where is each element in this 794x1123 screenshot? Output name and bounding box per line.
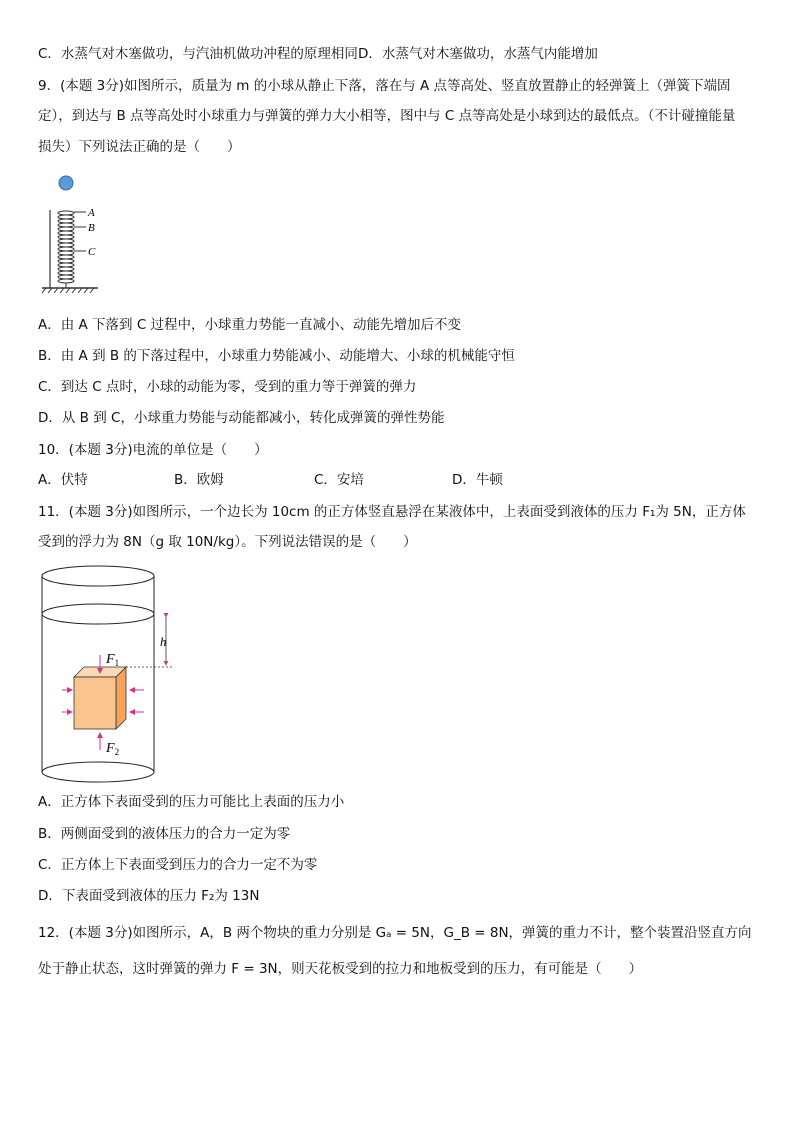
- q10-option-a: A．伏特: [38, 472, 88, 488]
- q11-option-d: D．下表面受到液体的压力 F₂为 13N: [38, 888, 260, 904]
- q8-option-c-d: [38, 44, 598, 64]
- q11-cylinder-figure: [38, 562, 178, 787]
- label-h: h: [160, 634, 167, 649]
- label-c: C: [88, 246, 96, 258]
- q9-stem-line3: 损失）下列说法正确的是（ ）: [38, 139, 241, 155]
- label-f1: $F_1$: [106, 652, 120, 668]
- q8-option-c: C．水蒸气对木塞做功，与汽油机做功冲程的原理相同: [38, 46, 358, 62]
- cube-front: [74, 677, 116, 729]
- q9-spring-figure: [38, 170, 118, 300]
- q9-option-b: B．由 A 到 B 的下落过程中，小球重力势能减小、动能增大、小球的机械能守恒: [38, 348, 515, 364]
- q9-stem-line2: 定），到达与 B 点等高处时小球重力与弹簧的弹力大小相等，图中与 C 点等高处是小球到达的最低点。（不计碰撞能量: [38, 108, 736, 124]
- q11-stem-line1: 11．(本题 3分)如图所示，一个边长为 10cm 的正方体竖直悬浮在某液体中，上表面受到液体的压力 F₁为 5N，正方体: [38, 504, 746, 520]
- q9-option-c: C．到达 C 点时，小球的动能为零，受到的重力等于弹簧的弹力: [38, 379, 417, 395]
- q11-stem-line2: 受到的浮力为 8N（g 取 10N/kg）。下列说法错误的是（ ）: [38, 534, 417, 550]
- ball: [59, 176, 73, 190]
- q10-option-b: B．欧姆: [174, 472, 224, 488]
- q8-option-d: D．水蒸气对木塞做功，水蒸气内能增加: [357, 46, 598, 62]
- label-b: B: [88, 222, 95, 234]
- cube-side: [116, 667, 126, 729]
- q10-option-d: D．牛顿: [452, 472, 503, 488]
- spring: [58, 211, 74, 288]
- q11-option-a: A．正方体下表面受到的压力可能比上表面的压力小: [38, 794, 345, 810]
- label-a: A: [88, 207, 95, 219]
- label-f2: $F_2$: [106, 741, 120, 757]
- q9-option-d: D．从 B 到 C，小球重力势能与动能都减小，转化成弹簧的弹性势能: [38, 410, 445, 426]
- q9-option-a: A．由 A 下落到 C 过程中，小球重力势能一直减小、动能先增加后不变: [38, 317, 462, 333]
- q10-stem: 10．(本题 3分)电流的单位是（ ）: [38, 442, 268, 458]
- q12-stem-line2: 处于静止状态，这时弹簧的弹力 F = 3N，则天花板受到的拉力和地板受到的压力，有可能是（ ）: [38, 961, 643, 977]
- q10-option-c: C．安培: [314, 472, 364, 488]
- q9-stem-line1: 9．(本题 3分)如图所示，质量为 m 的小球从静止下落，落在与 A 点等高处、竖直放置静止的轻弹簧上（弹簧下端固: [38, 78, 731, 94]
- q11-option-c: C．正方体上下表面受到压力的合力一定不为零: [38, 857, 318, 873]
- q11-option-b: B．两侧面受到的液体压力的合力一定为零: [38, 826, 291, 842]
- q12-stem-line1: 12．(本题 3分)如图所示，A，B 两个物块的重力分别是 Gₐ = 5N，G_B = 8N，弹簧的重力不计，整个装置沿竖直方向: [38, 925, 752, 941]
